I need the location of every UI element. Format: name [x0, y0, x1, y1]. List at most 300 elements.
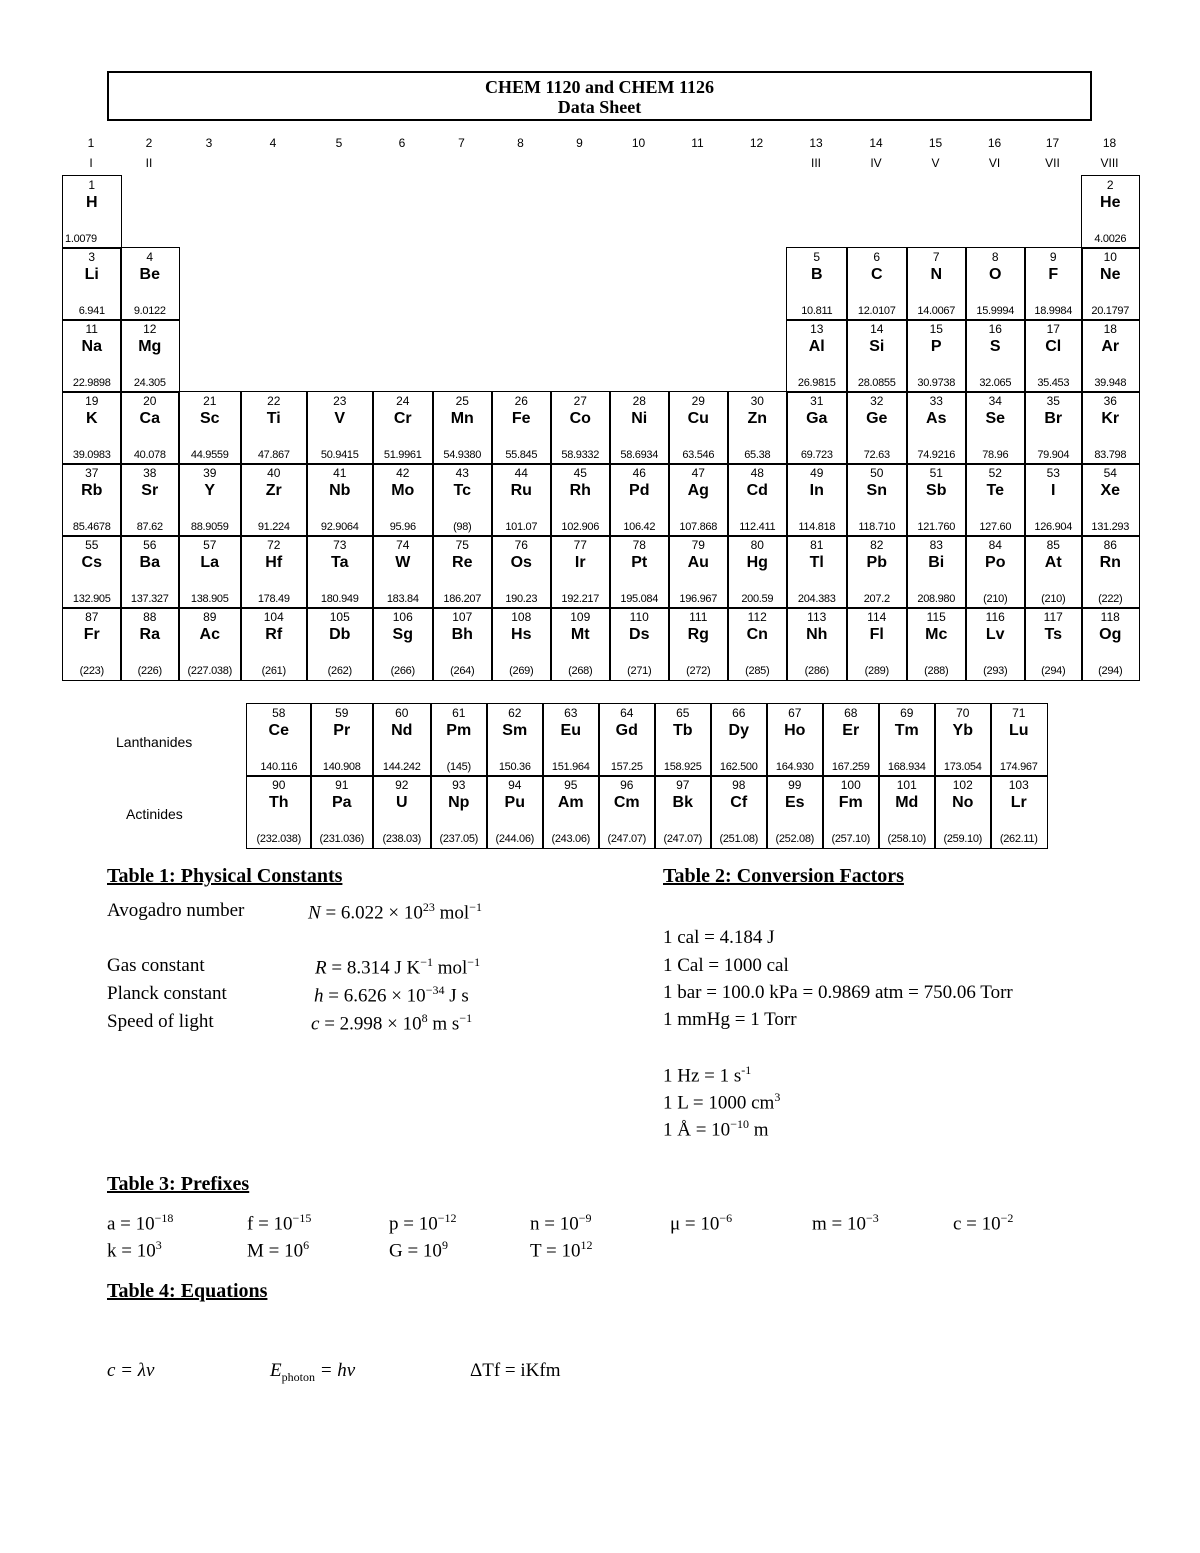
- element-symbol: Be: [139, 266, 160, 283]
- atomic-number: 107: [452, 610, 473, 624]
- group-number: 11: [691, 136, 704, 150]
- atomic-mass: 26.9815: [797, 376, 836, 389]
- element-symbol: Hs: [511, 626, 532, 643]
- element-cell: [598, 775, 656, 849]
- element-symbol: Bh: [451, 626, 473, 643]
- atomic-mass: 58.6934: [620, 448, 659, 461]
- element-cell: [846, 535, 908, 609]
- atomic-mass: 186.207: [443, 592, 482, 605]
- element-cell: [965, 463, 1026, 537]
- atomic-number: 21: [203, 394, 217, 408]
- atomic-number: 100: [840, 778, 861, 792]
- atomic-mass: 55.845: [505, 448, 538, 461]
- element-cell: [1081, 607, 1140, 681]
- atomic-mass: 12.0107: [857, 304, 896, 317]
- element-symbol: Cd: [746, 482, 768, 499]
- prefix-entry: $G = 10^9$: [389, 1238, 448, 1262]
- element-symbol: Lv: [985, 626, 1005, 643]
- atomic-number: 44: [514, 466, 528, 480]
- element-cell: [240, 535, 308, 609]
- atomic-number: 64: [620, 706, 634, 720]
- element-cell: [906, 463, 967, 537]
- atomic-mass: 78.96: [982, 448, 1009, 461]
- element-cell: [822, 703, 880, 777]
- equation-photon: $E_{photon} = h\nu$: [270, 1360, 356, 1384]
- element-symbol: Ac: [199, 626, 220, 643]
- conversion-hz: 1 Hz = 1 $s^{-1}$: [663, 1063, 752, 1087]
- element-cell: [727, 535, 788, 609]
- element-cell: [178, 607, 242, 681]
- element-cell: [246, 703, 312, 777]
- atomic-number: 74: [396, 538, 410, 552]
- atomic-mass: 183.84: [386, 592, 419, 605]
- conversion-Cal: 1 Cal = 1000 cal: [663, 955, 789, 976]
- atomic-number: 40: [267, 466, 281, 480]
- element-symbol: Db: [329, 626, 351, 643]
- atomic-mass: 132.905: [72, 592, 111, 605]
- element-symbol: In: [809, 482, 824, 499]
- element-symbol: Ir: [574, 554, 586, 571]
- element-symbol: Po: [985, 554, 1006, 571]
- group-roman: III: [810, 156, 821, 170]
- conversion-bar: 1 bar = 100.0 kPa = 0.9869 atm = 750.06 Torr: [663, 982, 1013, 1003]
- element-cell: [965, 535, 1026, 609]
- atomic-mass: 20.1797: [1091, 304, 1130, 317]
- atomic-mass: 114.818: [798, 520, 836, 533]
- element-symbol: Am: [557, 794, 584, 811]
- element-cell: [934, 775, 992, 849]
- element-cell: [727, 463, 788, 537]
- prefix-entry: $\mu = 10^{-6}$: [670, 1211, 733, 1235]
- element-symbol: Sc: [199, 410, 220, 427]
- element-symbol: Sb: [926, 482, 947, 499]
- element-symbol: Rf: [265, 626, 283, 643]
- atomic-number: 92: [395, 778, 409, 792]
- element-cell: [786, 247, 848, 321]
- actinides-label: Actinides: [126, 806, 183, 822]
- element-cell: [609, 607, 670, 681]
- atomic-mass: 118.710: [858, 520, 896, 533]
- element-symbol: Pu: [504, 794, 525, 811]
- atomic-number: 118: [1100, 610, 1120, 624]
- atomic-mass: (226): [137, 664, 162, 677]
- page-title: CHEM 1120 and CHEM 1126: [484, 77, 715, 97]
- atomic-number: 52: [988, 466, 1002, 480]
- group-number: 4: [269, 136, 277, 150]
- atomic-number: 76: [514, 538, 528, 552]
- element-cell: [609, 535, 670, 609]
- element-symbol: Ta: [331, 554, 349, 571]
- atomic-mass: (294): [1098, 664, 1123, 677]
- element-symbol: Fr: [83, 626, 100, 643]
- element-symbol: Nd: [391, 722, 413, 739]
- element-cell: [178, 391, 242, 465]
- atomic-number: 86: [1103, 538, 1117, 552]
- atomic-number: 78: [632, 538, 646, 552]
- atomic-number: 84: [988, 538, 1002, 552]
- atomic-mass: 9.0122: [133, 304, 166, 317]
- element-symbol: No: [952, 794, 974, 811]
- element-symbol: As: [926, 410, 947, 427]
- group-number: 10: [631, 136, 646, 150]
- group-number: 15: [928, 136, 943, 150]
- atomic-mass: 22.9898: [72, 376, 111, 389]
- element-symbol: V: [334, 410, 346, 427]
- atomic-number: 19: [85, 394, 99, 408]
- element-symbol: Ti: [266, 410, 281, 427]
- element-cell: [120, 247, 180, 321]
- prefix-entry: $f = 10^{-15}$: [247, 1211, 312, 1235]
- element-cell: [491, 535, 552, 609]
- element-symbol: Dy: [728, 722, 749, 739]
- element-cell: [372, 703, 432, 777]
- atomic-number: 62: [508, 706, 522, 720]
- atomic-mass: (294): [1041, 664, 1066, 677]
- element-symbol: Rb: [81, 482, 103, 499]
- atomic-mass: 164.930: [775, 760, 814, 773]
- element-symbol: At: [1044, 554, 1062, 571]
- speed-of-light-label: Speed of light: [107, 1011, 214, 1032]
- gas-constant-label: Gas constant: [107, 955, 205, 976]
- element-symbol: Np: [448, 794, 470, 811]
- element-symbol: Sr: [141, 482, 159, 499]
- atomic-mass: 178.49: [257, 592, 290, 605]
- atomic-mass: 87.62: [136, 520, 163, 533]
- element-symbol: La: [200, 554, 220, 571]
- atomic-number: 82: [870, 538, 884, 552]
- table1-title: Table 1: Physical Constants: [107, 865, 343, 887]
- element-cell: [846, 463, 908, 537]
- group-number: 9: [576, 136, 583, 150]
- atomic-number: 117: [1043, 610, 1063, 624]
- atomic-number: 6: [873, 250, 881, 264]
- atomic-mass: (247.07): [663, 832, 703, 845]
- planck-constant-label: Planck constant: [107, 983, 227, 1004]
- element-cell: [310, 703, 374, 777]
- element-cell: [727, 391, 788, 465]
- element-symbol: Ts: [1044, 626, 1062, 643]
- atomic-mass: (272): [686, 664, 711, 677]
- element-cell: [727, 607, 788, 681]
- element-symbol: Co: [569, 410, 591, 427]
- atomic-number: 8: [991, 250, 999, 264]
- element-cell: [1024, 247, 1083, 321]
- element-cell: [1081, 175, 1140, 249]
- atomic-number: 22: [267, 394, 281, 408]
- atomic-mass: (269): [509, 664, 534, 677]
- element-symbol: H: [85, 194, 98, 211]
- atomic-number: 9: [1049, 250, 1057, 264]
- atomic-mass: (252.08): [775, 832, 815, 845]
- atomic-number: 66: [732, 706, 746, 720]
- atomic-mass: 39.0983: [72, 448, 111, 461]
- element-cell: [62, 463, 122, 537]
- atomic-number: 73: [333, 538, 347, 552]
- element-cell: [766, 703, 824, 777]
- element-cell: [62, 607, 122, 681]
- element-cell: [240, 391, 308, 465]
- atomic-number: 16: [988, 322, 1002, 336]
- atomic-number: 112: [747, 610, 767, 624]
- element-symbol: Ba: [139, 554, 160, 571]
- element-cell: [786, 391, 848, 465]
- atomic-mass: 138.905: [190, 592, 229, 605]
- group-number: 8: [517, 136, 524, 150]
- atomic-mass: (285): [745, 664, 770, 677]
- element-symbol: K: [85, 410, 98, 427]
- atomic-number: 24: [396, 394, 410, 408]
- element-symbol: Er: [842, 722, 860, 739]
- group-number: 12: [749, 136, 764, 150]
- element-cell: [1081, 247, 1140, 321]
- element-cell: [846, 607, 908, 681]
- conversion-liter: 1 L = 1000 $cm^3$: [663, 1090, 781, 1114]
- element-cell: [906, 607, 967, 681]
- element-cell: [1024, 463, 1083, 537]
- atomic-mass: (210): [1041, 592, 1066, 605]
- element-cell: [710, 775, 768, 849]
- element-cell: [846, 247, 908, 321]
- atomic-number: 63: [564, 706, 578, 720]
- atomic-number: 96: [620, 778, 634, 792]
- element-cell: [306, 463, 374, 537]
- element-cell: [372, 775, 432, 849]
- atomic-number: 36: [1103, 394, 1117, 408]
- table2-title: Table 2: Conversion Factors: [663, 865, 904, 887]
- element-symbol: He: [1100, 194, 1121, 211]
- element-cell: [372, 391, 434, 465]
- element-symbol: Cn: [746, 626, 768, 643]
- group-roman: I: [89, 156, 93, 170]
- element-cell: [178, 535, 242, 609]
- prefix-entry: $k = 10^3$: [107, 1238, 162, 1262]
- atomic-mass: (238.03): [382, 832, 422, 845]
- atomic-number: 23: [333, 394, 347, 408]
- element-symbol: Ds: [629, 626, 650, 643]
- atomic-mass: 51.9961: [383, 448, 422, 461]
- avogadro-value: $N = 6.022 \times 10^{23}$ mol$^{-1}$: [308, 900, 482, 924]
- atomic-mass: (257.10): [831, 832, 871, 845]
- atomic-mass: 79.904: [1037, 448, 1070, 461]
- atomic-number: 70: [956, 706, 970, 720]
- atomic-mass: (289): [864, 664, 889, 677]
- atomic-number: 49: [810, 466, 824, 480]
- atomic-mass: 162.500: [719, 760, 758, 773]
- element-cell: [1081, 535, 1140, 609]
- element-symbol: Se: [985, 410, 1006, 427]
- atomic-mass: 88.9059: [190, 520, 229, 533]
- atomic-mass: 32.065: [979, 376, 1012, 389]
- atomic-mass: (222): [1098, 592, 1123, 605]
- group-number: 7: [458, 136, 465, 150]
- element-symbol: Pb: [866, 554, 887, 571]
- atomic-mass: (223): [79, 664, 104, 677]
- atomic-number: 46: [632, 466, 646, 480]
- atomic-mass: 140.908: [322, 760, 361, 773]
- element-symbol: Li: [84, 266, 99, 283]
- atomic-number: 50: [870, 466, 884, 480]
- atomic-number: 94: [508, 778, 522, 792]
- gas-constant-value: R = 8.314 J $K^{-1}$ mol$^{-1}$: [315, 955, 481, 979]
- element-cell: [62, 535, 122, 609]
- atomic-mass: 208.980: [917, 592, 956, 605]
- element-cell: [766, 775, 824, 849]
- atomic-number: 42: [396, 466, 410, 480]
- atomic-mass: 121.760: [917, 520, 956, 533]
- atomic-number: 111: [689, 610, 708, 624]
- element-symbol: Ca: [139, 410, 160, 427]
- group-number: 18: [1102, 136, 1117, 150]
- element-cell: [372, 535, 434, 609]
- group-roman: II: [145, 156, 153, 170]
- element-cell: [906, 391, 967, 465]
- element-symbol: F: [1048, 266, 1059, 283]
- atomic-mass: 69.723: [800, 448, 833, 461]
- atomic-number: 27: [573, 394, 587, 408]
- element-symbol: Ag: [687, 482, 709, 499]
- atomic-mass: (293): [983, 664, 1008, 677]
- prefix-entry: $n = 10^{-9}$: [530, 1211, 592, 1235]
- atomic-number: 116: [985, 610, 1005, 624]
- atomic-number: 39: [203, 466, 217, 480]
- element-cell: [491, 391, 552, 465]
- atomic-number: 59: [335, 706, 349, 720]
- element-cell: [178, 463, 242, 537]
- atomic-mass: (262): [327, 664, 352, 677]
- element-symbol: Yb: [952, 722, 973, 739]
- atomic-mass: (251.08): [719, 832, 759, 845]
- group-roman: VIII: [1100, 156, 1119, 170]
- atomic-mass: 195.084: [620, 592, 659, 605]
- atomic-mass: 106.42: [623, 520, 656, 533]
- atomic-number: 108: [511, 610, 532, 624]
- atomic-number: 43: [455, 466, 469, 480]
- element-cell: [62, 247, 122, 321]
- atomic-number: 114: [867, 610, 887, 624]
- atomic-number: 79: [691, 538, 705, 552]
- group-roman: VI: [988, 156, 1001, 170]
- atomic-mass: 107.868: [679, 520, 718, 533]
- element-cell: [120, 463, 180, 537]
- element-cell: [306, 391, 374, 465]
- element-cell: [550, 463, 611, 537]
- atomic-mass: (288): [924, 664, 949, 677]
- atomic-number: 54: [1103, 466, 1117, 480]
- atomic-mass: 30.9738: [917, 376, 956, 389]
- element-symbol: Nb: [329, 482, 351, 499]
- atomic-mass: (268): [568, 664, 593, 677]
- element-symbol: Ge: [866, 410, 888, 427]
- element-cell: [934, 703, 992, 777]
- atomic-mass: (259.10): [943, 832, 983, 845]
- lanthanides-label: Lanthanides: [116, 734, 193, 750]
- atomic-number: 89: [203, 610, 217, 624]
- atomic-number: 93: [452, 778, 466, 792]
- atomic-number: 29: [691, 394, 705, 408]
- element-cell: [120, 319, 180, 393]
- element-cell: [710, 703, 768, 777]
- element-symbol: Tl: [809, 554, 824, 571]
- atomic-mass: 173.054: [943, 760, 982, 773]
- element-cell: [822, 775, 880, 849]
- group-number: 6: [398, 136, 406, 150]
- table4-title: Table 4: Equations: [107, 1280, 268, 1302]
- element-symbol: I: [1051, 482, 1056, 499]
- element-cell: [1024, 319, 1083, 393]
- element-cell: [786, 463, 848, 537]
- group-number: 13: [809, 136, 823, 150]
- atomic-number: 103: [1008, 778, 1029, 792]
- planck-constant-value: $h = 6.626 \times 10^{-34}$ J s: [314, 983, 469, 1007]
- element-cell: [965, 607, 1026, 681]
- element-symbol: Rn: [1099, 554, 1121, 571]
- element-symbol: Lr: [1010, 794, 1027, 811]
- element-symbol: P: [930, 338, 942, 355]
- element-cell: [432, 391, 493, 465]
- element-symbol: Kr: [1101, 410, 1120, 427]
- atomic-mass: 144.242: [382, 760, 421, 773]
- atomic-number: 61: [452, 706, 466, 720]
- atomic-mass: 47.867: [257, 448, 290, 461]
- atomic-number: 80: [750, 538, 764, 552]
- atomic-number: 53: [1046, 466, 1060, 480]
- atomic-number: 12: [143, 322, 157, 336]
- element-cell: [486, 775, 544, 849]
- atomic-number: 98: [732, 778, 746, 792]
- element-cell: [120, 391, 180, 465]
- element-cell: [246, 775, 312, 849]
- element-symbol: Ce: [268, 722, 289, 739]
- atomic-mass: 95.96: [389, 520, 416, 533]
- element-symbol: Ne: [1100, 266, 1121, 283]
- element-cell: [120, 607, 180, 681]
- element-symbol: C: [870, 266, 883, 283]
- element-cell: [786, 319, 848, 393]
- element-symbol: Sm: [502, 722, 528, 739]
- atomic-mass: 44.9559: [190, 448, 229, 461]
- atomic-number: 72: [267, 538, 281, 552]
- atomic-number: 105: [329, 610, 350, 624]
- element-symbol: Th: [268, 794, 289, 811]
- element-symbol: Mn: [450, 410, 474, 427]
- element-cell: [1024, 607, 1083, 681]
- element-cell: [654, 703, 712, 777]
- atomic-mass: (231.036): [319, 832, 364, 845]
- element-symbol: Lu: [1008, 722, 1029, 739]
- element-cell: [310, 775, 374, 849]
- element-cell: [598, 703, 656, 777]
- element-cell: [240, 463, 308, 537]
- atomic-number: 56: [143, 538, 157, 552]
- atomic-mass: (262.11): [999, 832, 1038, 845]
- element-symbol: Ru: [510, 482, 532, 499]
- element-symbol: Fm: [838, 794, 863, 811]
- element-symbol: Gd: [615, 722, 638, 739]
- element-cell: [550, 391, 611, 465]
- atomic-number: 109: [570, 610, 591, 624]
- group-roman: IV: [870, 156, 882, 170]
- atomic-number: 55: [85, 538, 99, 552]
- element-cell: [542, 703, 600, 777]
- element-symbol: Cu: [687, 410, 709, 427]
- element-cell: [306, 535, 374, 609]
- element-symbol: Fl: [869, 626, 884, 643]
- atomic-mass: (286): [804, 664, 829, 677]
- prefix-entry: $c = 10^{-2}$: [953, 1211, 1014, 1235]
- group-number: 2: [145, 136, 153, 150]
- atomic-mass: 58.9332: [561, 448, 600, 461]
- atomic-number: 7: [932, 250, 940, 264]
